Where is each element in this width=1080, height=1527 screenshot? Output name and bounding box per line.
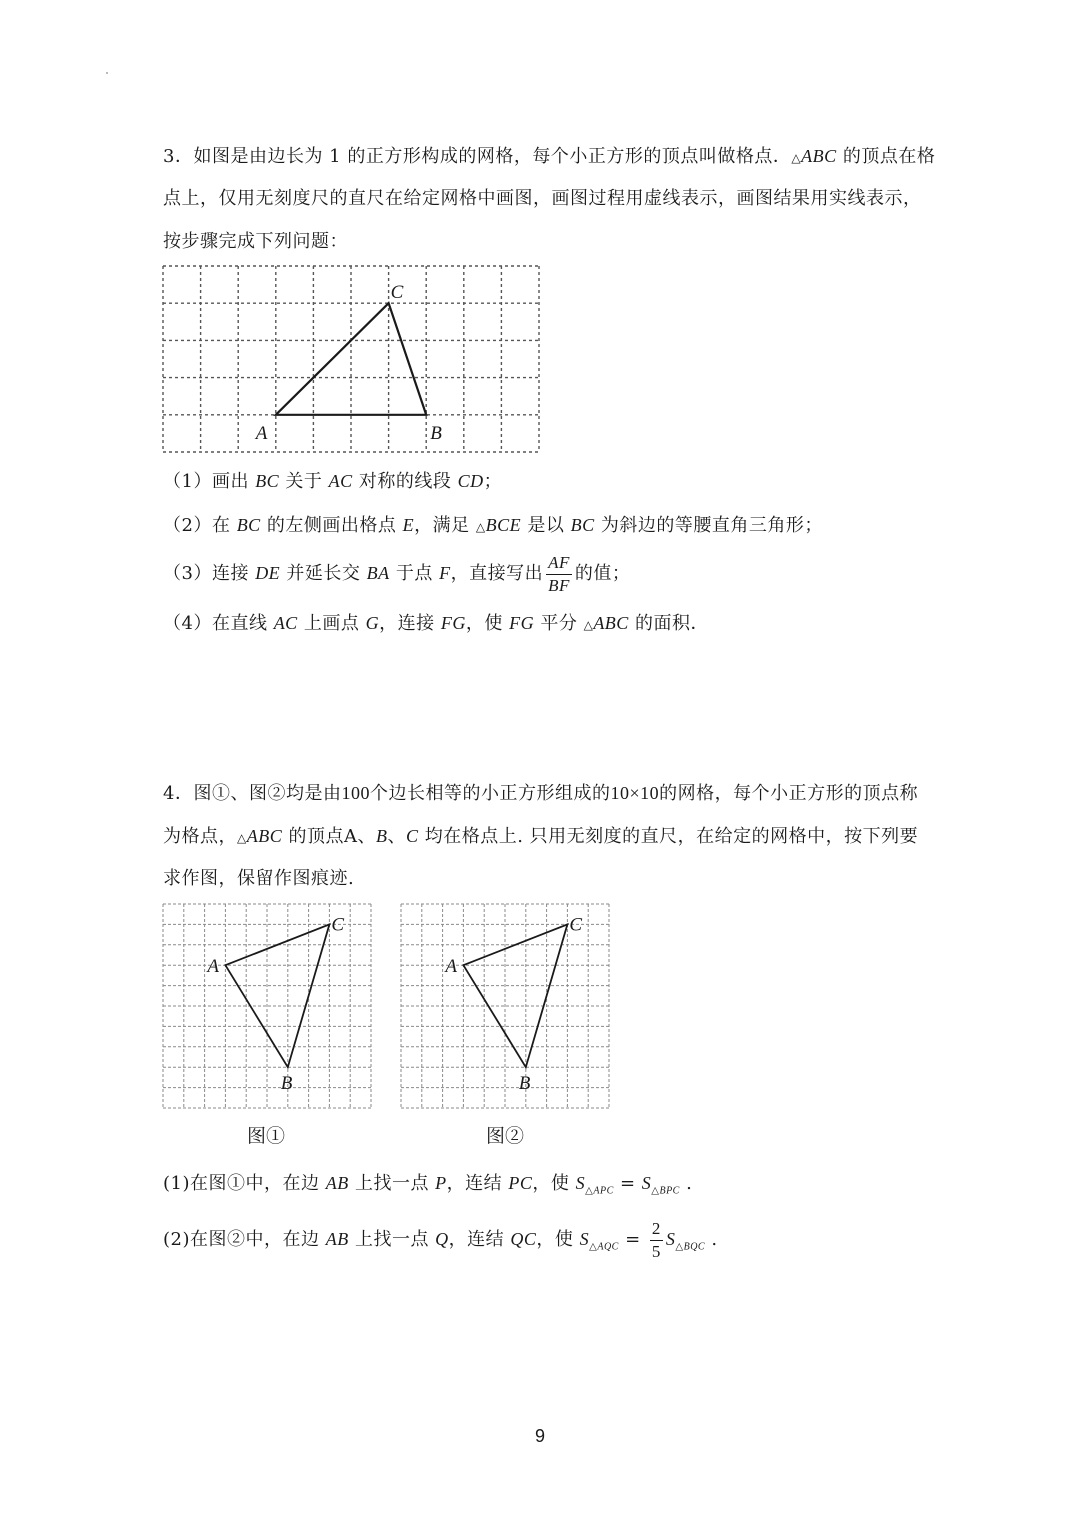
q4-stem-line-1: 4．图①、图②均是由100个边长相等的小正方形组成的10×10的网格，每个小正方形的顶点称 bbox=[163, 783, 919, 804]
label-c: C bbox=[331, 914, 345, 936]
triangle-abc bbox=[463, 924, 567, 1067]
label-a: A bbox=[255, 422, 268, 444]
q4-stem-line-3: 求作图，保留作图痕迹. bbox=[163, 868, 355, 889]
label-a: A bbox=[445, 956, 458, 978]
q4-stem-line-2: 为格点，△ABC 的顶点A、B、C 均在格点上. 只用无刻度的直尺，在给定的网格中，按下列要 bbox=[163, 826, 919, 847]
figure-2-caption: 图② bbox=[486, 1125, 525, 1147]
fraction-af-bf: $\frac{AF}{BF}$ bbox=[548, 552, 570, 595]
figure-1-caption: 图① bbox=[247, 1125, 286, 1147]
fraction-two-fifths: $\frac{2}{5}$ bbox=[651, 1218, 661, 1261]
q3-stem-line-3: 按步骤完成下列问题： bbox=[163, 231, 348, 252]
q3-sub-2: （2）在 BC 的左侧画出格点 E，满足 △BCE 是以 BC 为斜边的等腰直角三角形； bbox=[163, 515, 823, 536]
q3-stem-line-2: 点上，仅用无刻度尺的直尺在给定网格中画图，画图过程用虚线表示，画图结果用实线表示， bbox=[163, 188, 922, 209]
q4-sub-2: (2)在图②中，在边 AB 上找一点 Q，连结 QC，使 $S_{\triangle AQC}$ = $\frac{2}{5}$ $S_{\triangle BQC}$ . bbox=[163, 1218, 718, 1261]
scan-speck bbox=[106, 72, 108, 74]
q3-stem-line-1: 3．如图是由边长为 1 的正方形构成的网格，每个小正方形的顶点叫做格点．△ABC 的顶点在格 bbox=[163, 146, 936, 167]
label-b: B bbox=[280, 1073, 293, 1095]
q3-grid-figure bbox=[163, 266, 541, 454]
label-b: B bbox=[518, 1073, 531, 1095]
q4-figure-2-grid bbox=[401, 904, 611, 1110]
label-a: A bbox=[207, 956, 220, 978]
triangle-abc bbox=[225, 924, 329, 1067]
label-c: C bbox=[390, 282, 404, 304]
label-b: B bbox=[430, 422, 442, 444]
q4-figure-1-grid bbox=[163, 904, 373, 1110]
q4-sub-1: (1)在图①中，在边 AB 上找一点 P，连结 PC，使 $S_{\triangle APC} = S_{\triangle BPC}$ . bbox=[163, 1173, 693, 1197]
page-number: 9 bbox=[534, 1426, 545, 1446]
q3-sub-3: （3）连接 DE 并延长交 BA 于点 F，直接写出 $\frac{AF}{BF}$ 的值； bbox=[163, 552, 631, 595]
q3-sub-4: （4）在直线 AC 上画点 G，连接 FG，使 FG 平分 △ABC 的面积． bbox=[163, 613, 710, 634]
q3-sub-1: （1）画出 BC 关于 AC 对称的线段 CD； bbox=[163, 471, 503, 492]
label-c: C bbox=[569, 914, 583, 936]
